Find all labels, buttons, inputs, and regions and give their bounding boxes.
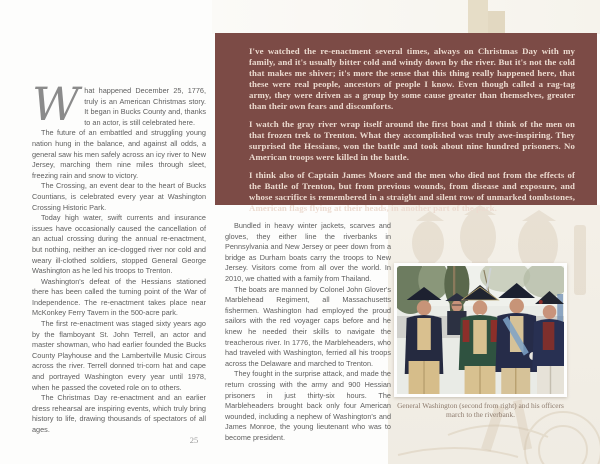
lead-paragraph-text: hat happened December 25, 1776, truly is an American Christmas story. It began in Bucks County and, thanks to an actor, is still celebrated here.: [84, 86, 206, 127]
body-paragraph: The Christmas Day re-enactment and an earlier dress rehearsal are inspiring events, which truly bring history to life, drawing thousands of spectators of all ages.: [32, 393, 206, 434]
photo-washington-officers: [394, 263, 567, 397]
body-paragraph: The first re-enactment was staged sixty years ago by the flamboyant St. John Terrell, an actor and master showman, who had earlier founded the Bucks County Playhouse and the Lambertville Music Circus across the river. Terrell donned tri-corn hat and cape and portrayed Washington every year until 1978, when he passed the coveted role on to others.: [32, 319, 206, 392]
quote-paragraph: I've watched the re-enactment several times, always on Christmas Day with my family, and it's usually bitter cold and windy down by the river. But it's not the cold that makes me shiver; it's more the sense that this thing really happened here, that these were real people, ancestors of people I know. Even though called a rag-tag army, they were driven as a group by some cause greater than themselves, greater than their own fears and discomforts.: [249, 46, 575, 111]
right-page-top-band: [212, 0, 600, 34]
photo-caption: General Washington (second from right) and his officers march to the riverbank.: [397, 401, 564, 420]
middle-column: [225, 221, 391, 443]
lead-paragraph: [32, 77, 206, 131]
body-paragraph: Washington's defeat of the Hessians stationed there has been called the turning point of the War of Independence. The re-enactment takes place near McKonkey Ferry Tavern in the 500-acre park.: [32, 276, 206, 318]
body-paragraph: The future of an embattled and struggling young nation hung in the balance, and against all odds, a general saw his men safely across an icy river to New Jersey, marching them nine miles through sleet, freezing rain and snow to victory.: [32, 128, 206, 180]
quote-paragraph: I watch the gray river wrap itself around the first boat and I think of the men on that frozen trek to Trenton. What they accomplished was truly awe-inspiring. They surprised the Hessians, won the battle and took about nine hundred prisoners. No American troops were killed in the battle.: [249, 119, 575, 162]
page-number: 25: [189, 435, 199, 445]
body-paragraph: The Crossing, an event dear to the heart of Bucks Countians, is celebrated every year at Washington Crossing Historic Park.: [32, 181, 206, 212]
quote-paragraph: I think also of Captain James Moore and the men who died not from the effects of the Battle of Trenton, but from previous wounds, from disease and exposure, and whose sacrifice is remembered in a straight and silent row of unmarked tombstones, American flags flying at their heads, in another part of the park.: [249, 170, 575, 213]
body-paragraph: They fought in the surprise attack, and made the return crossing with the army and 900 Hessian prisoners in just thirty-six hours. The Marbleheaders brought back only four American wounded, including a nephew of Washington's and James Monroe, the young lieutenant who was to become president.: [225, 369, 391, 442]
background-ornament-block: [488, 11, 505, 34]
body-paragraph: Bundled in heavy winter jackets, scarves and gloves, they either line the riverbanks in Pennsylvania and New Jersey or peer down from a bridge as Durham boats carry the troops to New Jersey. Visitors come from all over the world. In 2010, we chatted with a family from Thailand.: [225, 221, 391, 283]
background-ornament-block: [468, 0, 488, 34]
drop-cap: W: [32, 77, 80, 131]
left-column: [32, 77, 206, 436]
reenactors-photo-illustration: [397, 266, 564, 394]
body-paragraph: Today high water, swift currents and insurance issues have occasionally caused the cancellation of an actual crossing during the annual re-enactment, but nothing, neither an ice-clogged river nor cold and weary ill-clothed soldiers, stopped General George Washington as he led his troops to Trenton.: [32, 213, 206, 276]
pull-quote-box: [215, 33, 597, 213]
body-paragraph: The boats are manned by Colonel John Glover's Marblehead Regiment, all Massachusetts fishermen. Washington had employed the proud sailors with the red voyager caps before and he knew he needed their skills to navigate the treacherous river. In 1776, the Marbleheaders, who had traveled with Washington, ferried all his troops across the Delaware and marched to Trenton.: [225, 284, 391, 368]
